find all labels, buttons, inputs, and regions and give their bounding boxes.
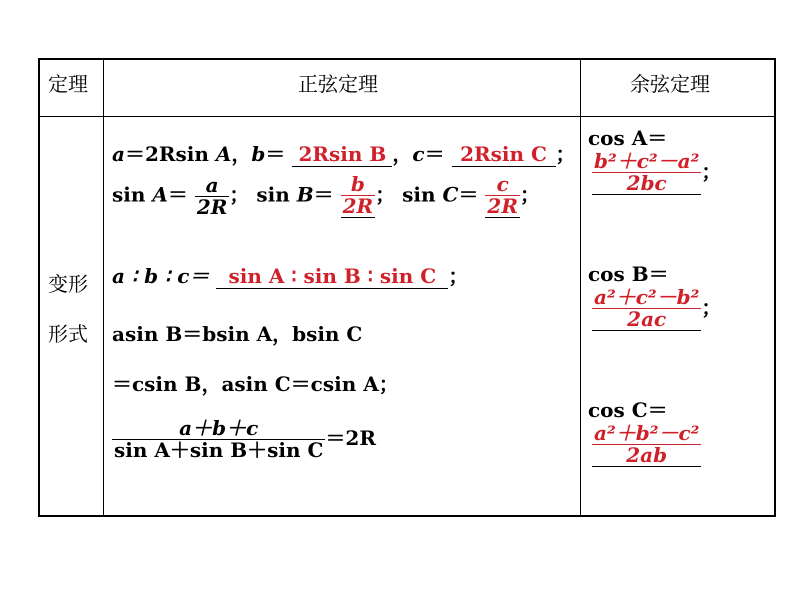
ratio-answer-blank: sin A ∶ sin B ∶ sin C <box>216 264 448 289</box>
header-divider <box>40 116 774 117</box>
sine-line-2: sin A＝ $\frac{a}{2R}$ ； sin B＝ $\frac{b}{2R}$ ； sin C＝ $\frac{c}{2R}$ ； <box>112 172 540 219</box>
fraction-c-over-2r: $\frac{c}{2R}$ <box>487 172 518 218</box>
sine-line-5: ＝csin B，asin C＝csin A； <box>112 372 399 396</box>
cos-c-block: cos C＝ $\frac{\text{a²＋b²－c²}}{2ab}$ <box>588 398 700 467</box>
cos-b-block: cos B＝ $\frac{\text{a²＋c²－b²}}{2ac}$ ； <box>588 262 722 331</box>
answer-c-blank: 2Rsin C <box>452 142 556 167</box>
column-divider-2 <box>580 60 581 515</box>
sine-line-4: asin B＝bsin A，bsin C <box>112 322 363 346</box>
cos-b-fraction: $\frac{\text{a²＋c²－b²}}{2ac}$ <box>594 285 700 331</box>
cos-a-block: cos A＝ $\frac{\text{b²＋c²－a²}}{2bc}$ ； <box>588 126 722 195</box>
header-cosine-law: 余弦定理 <box>630 72 710 96</box>
row-label-line2: 形式 <box>48 322 88 346</box>
header-theorem: 定理 <box>48 72 88 96</box>
header-sine-law: 正弦定理 <box>298 72 378 96</box>
row-label-line1: 变形 <box>48 272 88 296</box>
formula-table <box>38 58 776 517</box>
sine-line-6: $\frac{a+b+c}{\text{sin A＋sin B＋sin C}}$ ＝2R <box>114 416 376 462</box>
cos-c-fraction: $\frac{\text{a²＋b²－c²}}{2ab}$ <box>594 421 700 467</box>
sum-ratio-fraction: $\frac{a+b+c}{\text{sin A＋sin B＋sin C}}$ <box>114 416 324 462</box>
cos-a-fraction: $\frac{\text{b²＋c²－a²}}{2bc}$ <box>594 149 700 195</box>
sine-line-3: a ∶ b ∶ c＝ sin A ∶ sin B ∶ sin C ； <box>112 264 469 288</box>
fraction-b-over-2r: $\frac{b}{2R}$ <box>342 172 374 218</box>
answer-b-blank: 2Rsin B <box>292 142 392 167</box>
sine-line-1: a＝2Rsin A，b＝ 2Rsin B ，c＝ 2Rsin C ； <box>112 142 576 166</box>
fraction-a-over-2r: $\frac{a}{2R}$ <box>196 172 228 219</box>
column-divider-1 <box>103 60 104 515</box>
